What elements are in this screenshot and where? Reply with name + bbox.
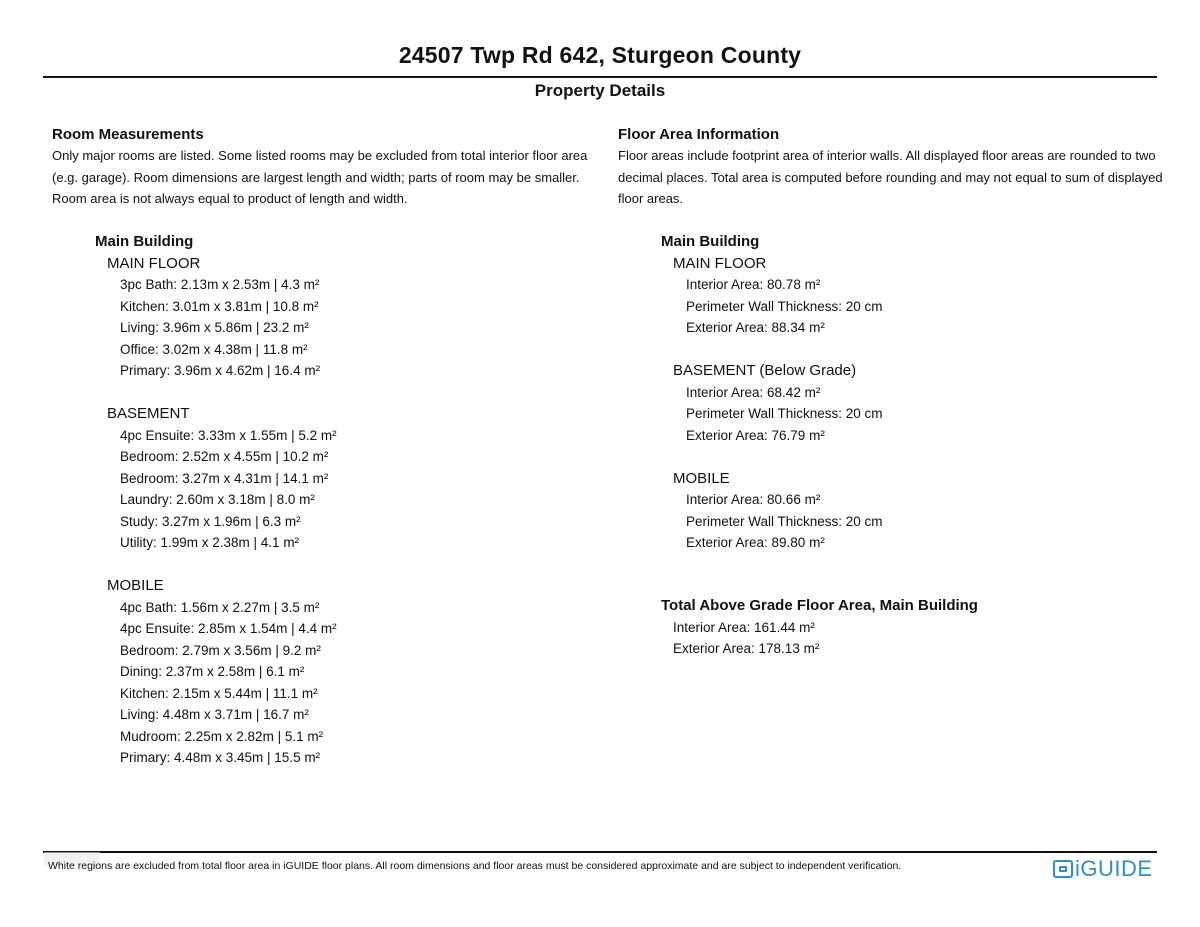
room-row: Bedroom: 2.79m x 3.56m | 9.2 m² — [120, 642, 321, 658]
area-row: Perimeter Wall Thickness: 20 cm — [686, 406, 883, 421]
total-area-row: Interior Area: 161.44 m² — [673, 619, 815, 635]
footer-disclaimer: White regions are excluded from total floor area in iGUIDE floor plans. All room dimensions and floor areas must be considered approximate and are subject to independent verification. — [48, 860, 902, 872]
page-title: 24507 Twp Rd 642, Sturgeon County — [398, 42, 802, 68]
area-row: Interior Area: 68.42 m² — [686, 384, 821, 400]
room-row: Primary: 4.48m x 3.45m | 15.5 m² — [120, 750, 321, 765]
floor-area-heading: Floor Area Information — [618, 126, 780, 143]
area-row: Interior Area: 80.66 m² — [686, 492, 821, 507]
total-area-heading: Total Above Grade Floor Area, Main Building — [661, 597, 978, 614]
room-row: Primary: 3.96m x 4.62m | 16.4 m² — [120, 363, 321, 378]
room-row: 4pc Ensuite: 2.85m x 1.54m | 4.4 m² — [120, 621, 337, 636]
floor-area-description-line: floor areas. — [618, 191, 684, 206]
floor-area-section — [618, 124, 1163, 660]
room-row: Bedroom: 3.27m x 4.31m | 14.1 m² — [120, 470, 329, 486]
floor-name-main: MAIN FLOOR — [673, 254, 767, 272]
floor-name-mobile: MOBILE — [107, 577, 164, 594]
room-row: Kitchen: 3.01m x 3.81m | 10.8 m² — [120, 298, 319, 314]
iguide-logo-icon — [1053, 860, 1073, 878]
room-measurements-description-line: (e.g. garage). Room dimensions are largest length and width; parts of room may be smaller. — [52, 169, 580, 185]
room-measurements-section — [52, 124, 597, 769]
room-row: 3pc Bath: 2.13m x 2.53m | 4.3 m² — [120, 277, 320, 292]
area-row: Exterior Area: 89.80 m² — [686, 535, 825, 550]
area-row: Interior Area: 80.78 m² — [686, 277, 821, 292]
building-name: Main Building — [661, 233, 760, 250]
floor-area-description-line: decimal places. Total area is computed before rounding and may not equal to sum of displayed — [618, 169, 1163, 185]
building-name: Main Building — [95, 233, 194, 250]
room-row: Kitchen: 2.15m x 5.44m | 11.1 m² — [120, 685, 318, 701]
room-row: Living: 4.48m x 3.71m | 16.7 m² — [120, 707, 309, 722]
room-row: Living: 3.96m x 5.86m | 23.2 m² — [120, 320, 309, 335]
room-row: Study: 3.27m x 1.96m | 6.3 m² — [120, 513, 301, 529]
title-divider — [43, 76, 1157, 78]
room-row: Bedroom: 2.52m x 4.55m | 10.2 m² — [120, 449, 329, 464]
page-subtitle: Property Details — [534, 81, 666, 100]
floor-name-main: MAIN FLOOR — [107, 254, 201, 272]
floor-name-mobile: MOBILE — [673, 469, 730, 487]
room-row: 4pc Bath: 1.56m x 2.27m | 3.5 m² — [120, 599, 320, 615]
room-row: Utility: 1.99m x 2.38m | 4.1 m² — [120, 535, 300, 550]
room-row: Mudroom: 2.25m x 2.82m | 5.1 m² — [120, 728, 324, 744]
room-row: Laundry: 2.60m x 3.18m | 8.0 m² — [120, 492, 315, 507]
room-row: 4pc Ensuite: 3.33m x 1.55m | 5.2 m² — [120, 427, 337, 443]
area-row: Exterior Area: 76.79 m² — [686, 427, 825, 443]
floor-name-basement: BASEMENT — [107, 405, 190, 422]
iguide-logo — [1053, 856, 1153, 882]
room-measurements-description-line: Only major rooms are listed. Some listed rooms may be excluded from total interior floor area — [52, 148, 588, 163]
footer-divider — [43, 851, 1157, 853]
area-row: Perimeter Wall Thickness: 20 cm — [686, 298, 883, 314]
room-row: Dining: 2.37m x 2.58m | 6.1 m² — [120, 664, 305, 679]
floor-area-description-line: Floor areas include footprint area of interior walls. All displayed floor areas are rounded to two — [618, 148, 1156, 163]
room-measurements-heading: Room Measurements — [52, 126, 204, 143]
room-measurements-description-line: Room area is not always equal to product of length and width. — [52, 191, 408, 206]
room-row: Office: 3.02m x 4.38m | 11.8 m² — [120, 341, 308, 357]
iguide-logo-text: iGUIDE — [1075, 856, 1153, 881]
total-area-row: Exterior Area: 178.13 m² — [673, 641, 820, 656]
area-row: Exterior Area: 88.34 m² — [686, 320, 825, 335]
floor-name-basement: BASEMENT (Below Grade) — [673, 362, 857, 379]
area-row: Perimeter Wall Thickness: 20 cm — [686, 513, 883, 529]
